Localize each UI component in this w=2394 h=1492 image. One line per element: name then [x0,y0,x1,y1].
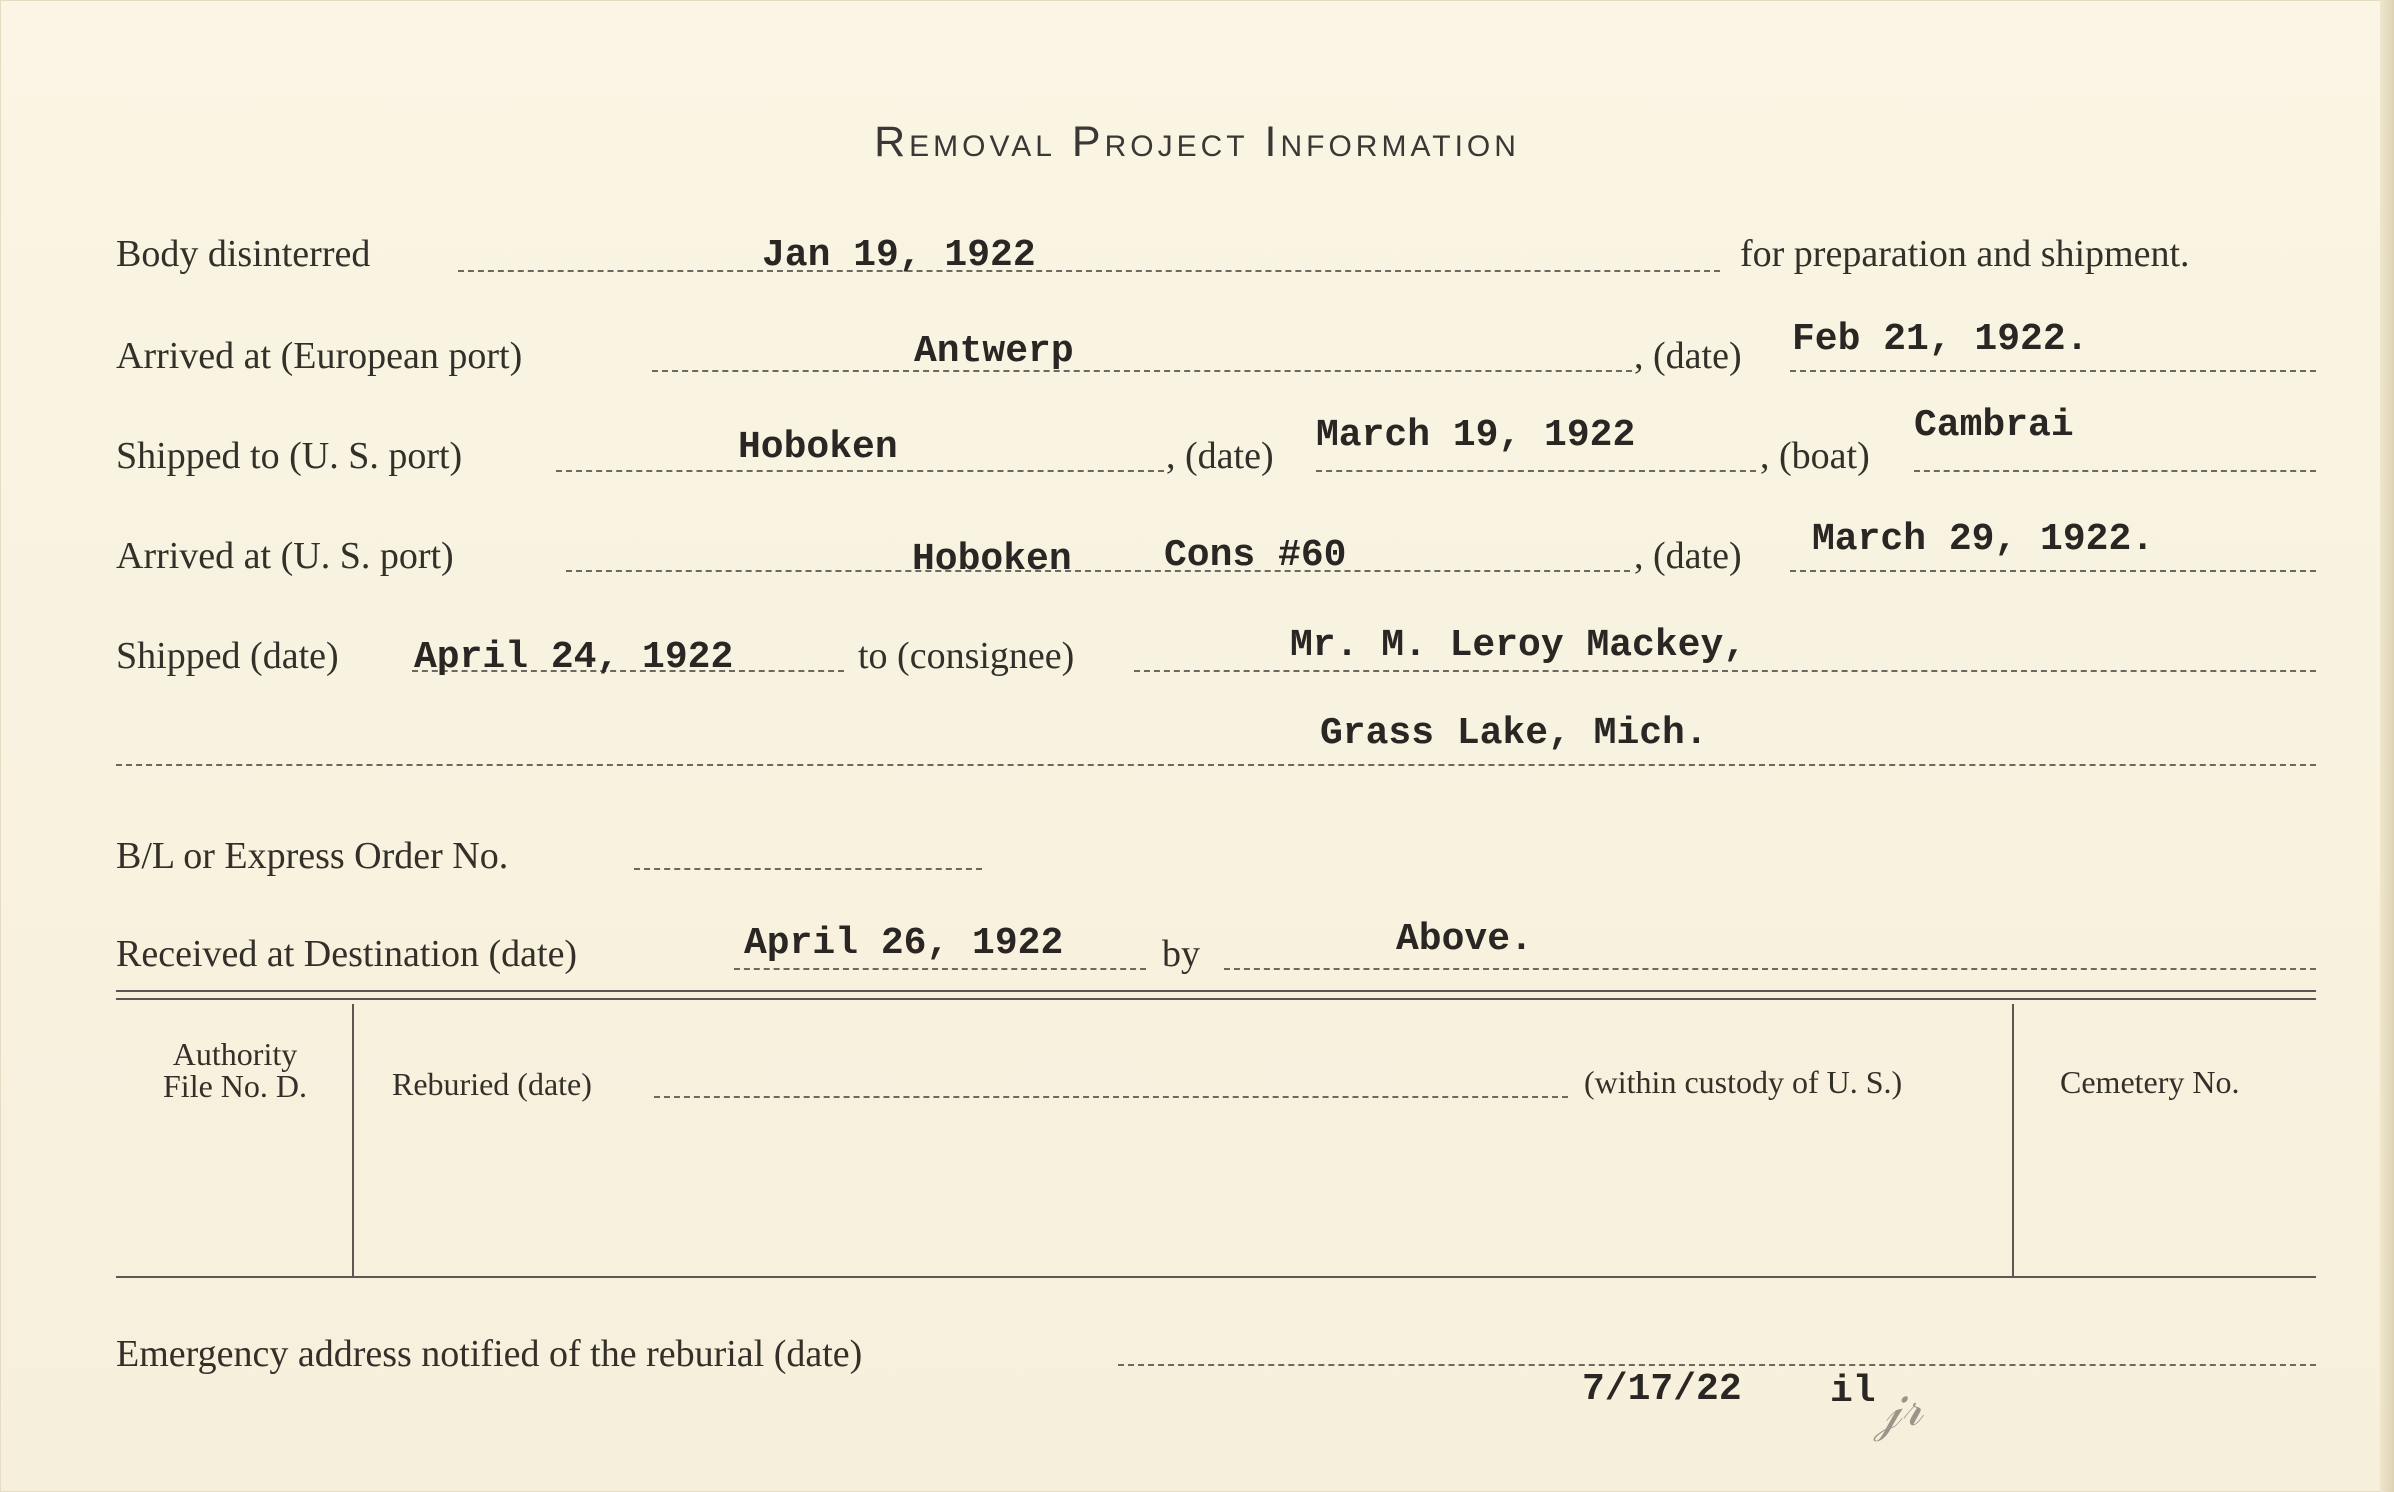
european-arrival-date: Feb 21, 1922. [1792,318,2089,361]
us-port-shipped-line [556,470,1164,472]
express-order-label: B/L or Express Order No. [116,835,509,877]
us-port-shipped-value: Hoboken [738,426,898,469]
card-edge [2380,0,2394,1492]
european-port-label: Arrived at (European port) [116,335,523,377]
received-destination-label: Received at Destination (date) [116,933,578,975]
shipped-date-label: , (date) [1166,435,1274,477]
consignee-label: to (consignee) [858,635,1075,677]
us-arrival-date-label: , (date) [1634,535,1742,577]
emergency-line [1118,1364,2316,1366]
preparation-shipment-text: for preparation and shipment. [1740,233,2190,275]
cemetery-label: Cemetery No. [2060,1064,2240,1100]
us-port-arrived-value: Hoboken [912,538,1072,581]
table-top-rule-2 [116,998,2316,1000]
pencil-mark-icon: 𝒿𝓇 [1867,1376,1927,1444]
table-divider-right [2012,1004,2014,1276]
clerk-initials: il [1830,1370,1876,1413]
us-port-arrived-line [566,570,1630,572]
received-by-line [1224,968,2316,970]
received-destination-line [734,968,1146,970]
table-top-rule [116,990,2316,992]
custody-label: (within custody of U. S.) [1584,1064,1903,1100]
us-arrival-date-value: March 29, 1922. [1812,518,2155,561]
body-disinterred-value: Jan 19, 1922 [762,234,1036,277]
us-arrival-date-line [1790,570,2316,572]
reburied-label: Reburied (date) [392,1066,592,1102]
body-disinterred-line [458,270,1720,272]
boat-label: , (boat) [1760,435,1870,477]
european-port-value: Antwerp [914,330,1074,373]
european-date-label: , (date) [1634,335,1742,377]
us-port-shipped-label: Shipped to (U. S. port) [116,435,463,477]
us-port-arrived-label: Arrived at (U. S. port) [116,535,454,577]
emergency-date: 7/17/22 [1582,1368,1742,1411]
european-port-line [652,370,1632,372]
shipped-date-line [1316,470,1756,472]
table-bottom-rule [116,1276,2316,1278]
shipped-date-row-value: April 24, 1922 [414,636,734,679]
card-title: Removal Project Information [874,118,1520,166]
consignee-address-line [116,764,2316,766]
consignee-address: Grass Lake, Mich. [1320,712,1708,755]
received-destination-date: April 26, 1922 [744,922,1064,965]
authority-file-label: File No. D. [163,1068,307,1104]
consignee-line [1134,670,2316,672]
consignee-name: Mr. M. Leroy Mackey, [1290,624,1747,667]
emergency-label: Emergency address notified of the reburial (date) [116,1333,863,1375]
express-order-line [634,868,982,870]
consignment-number: Cons #60 [1164,534,1347,577]
received-by-value: Above. [1396,918,1533,961]
authority-label: Authority [172,1036,298,1072]
boat-value: Cambrai [1914,404,2074,447]
reburied-line [654,1096,1568,1098]
boat-line [1914,470,2316,472]
shipped-date-value: March 19, 1922 [1316,414,1636,457]
body-disinterred-label: Body disinterred [116,233,371,275]
shipped-date-row-label: Shipped (date) [116,635,339,677]
european-date-line [1790,370,2316,372]
received-by-label: by [1162,933,1200,975]
table-divider-left [352,1004,354,1276]
